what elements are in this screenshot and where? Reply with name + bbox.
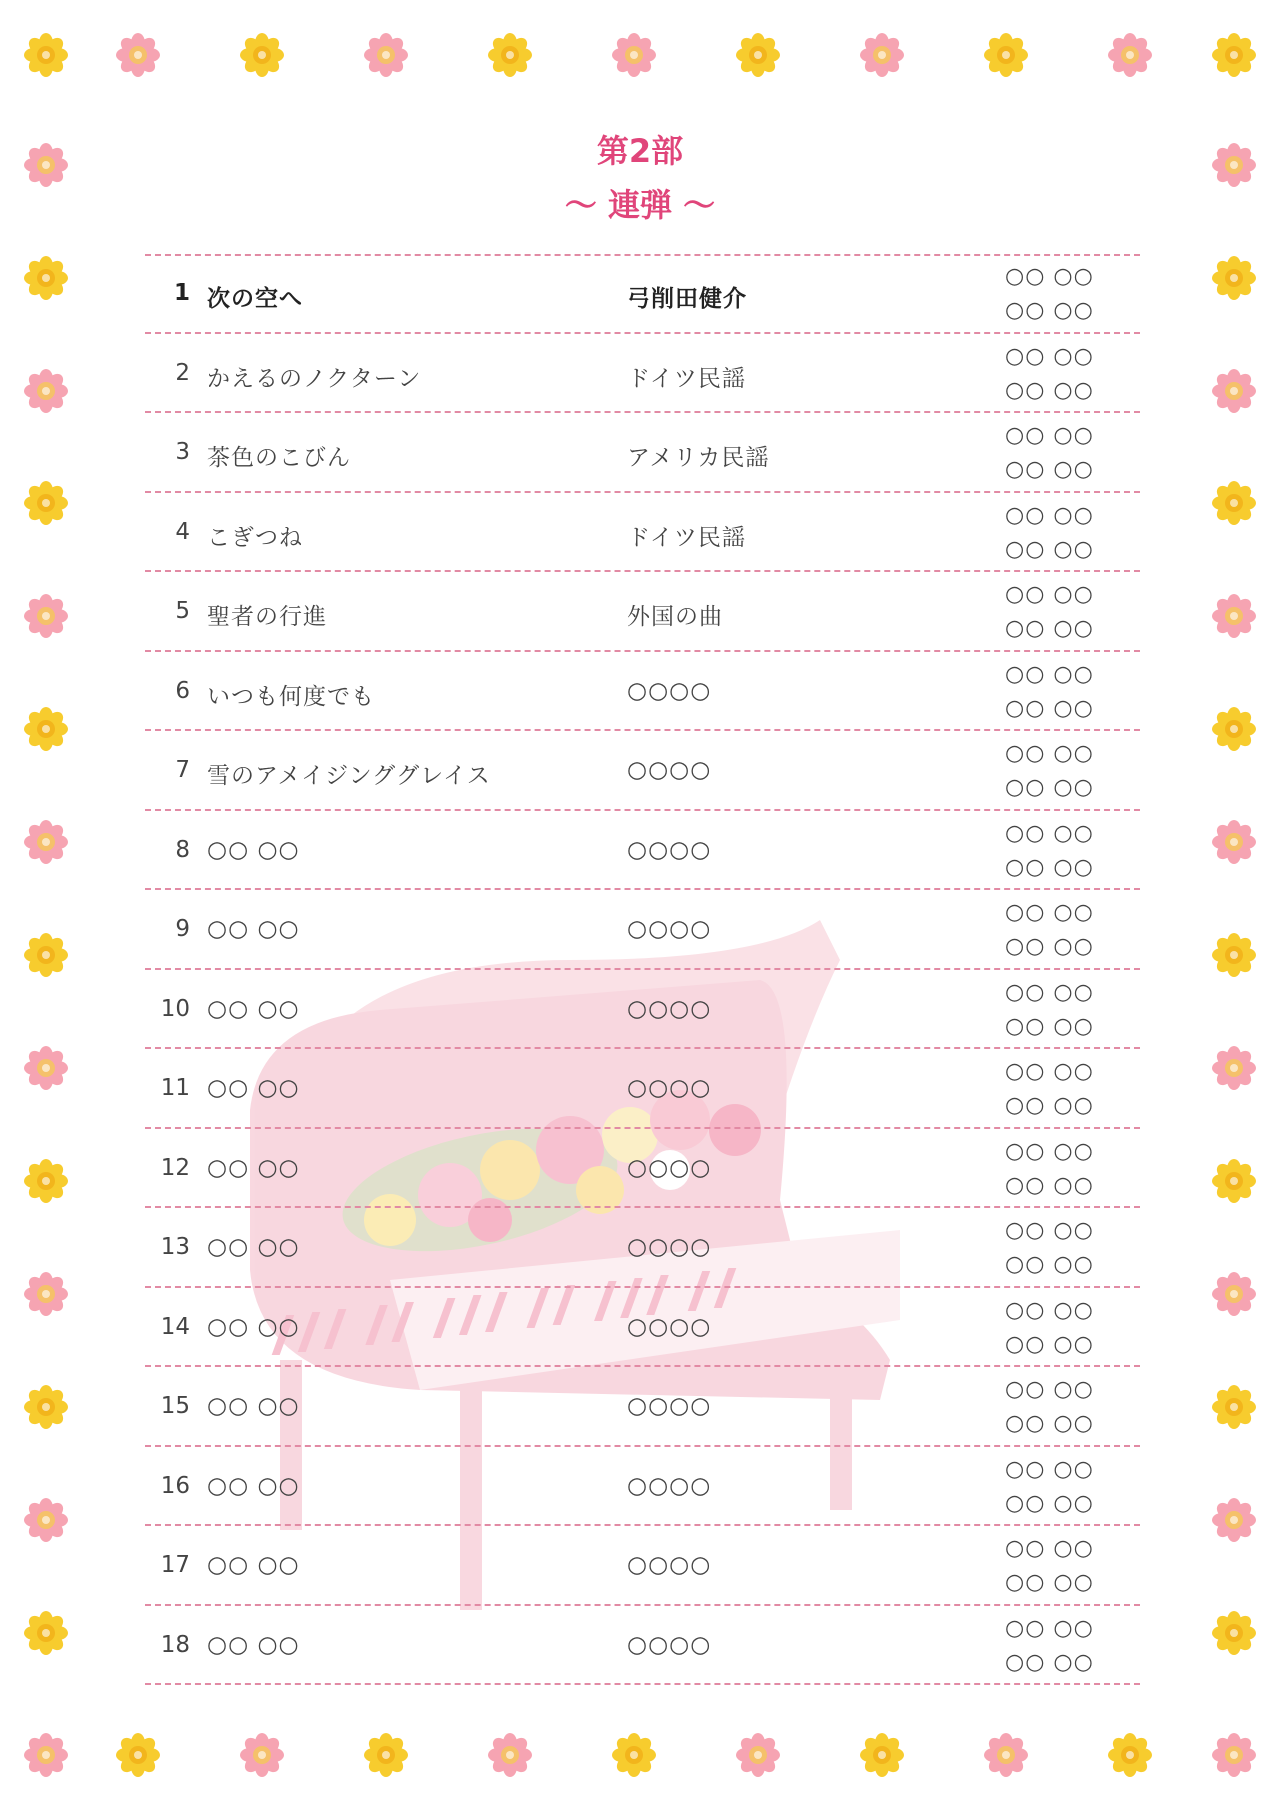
flower-icon <box>23 255 69 301</box>
performer-name: ○○ ○○ <box>1005 1252 1094 1277</box>
composer: ○○○○ <box>627 1472 712 1499</box>
performers <box>1005 340 1135 408</box>
performers <box>1005 737 1135 805</box>
performers <box>1005 976 1135 1044</box>
program-row <box>145 731 1140 811</box>
program-number: 11 <box>160 1075 190 1101</box>
composer: ○○○○ <box>627 916 712 942</box>
program-row <box>145 493 1140 573</box>
program-row <box>145 652 1140 732</box>
performer-name: ○○ ○○ <box>1005 298 1094 323</box>
flower-icon <box>23 1732 69 1778</box>
program-number: 8 <box>175 836 190 863</box>
program-number: 5 <box>175 598 190 624</box>
flower-icon <box>239 1732 285 1778</box>
song-title: ○○ ○○ <box>207 836 300 863</box>
performer-name: ○○ ○○ <box>1005 820 1094 846</box>
program-row <box>145 572 1140 652</box>
performers <box>1005 1055 1135 1123</box>
performer-name: ○○ ○○ <box>1005 582 1094 607</box>
flower-icon <box>23 1610 69 1656</box>
flower-icon <box>1211 932 1257 978</box>
flower-icon <box>735 1732 781 1778</box>
performer-name: ○○ ○○ <box>1005 1570 1094 1595</box>
program-row <box>145 254 1140 334</box>
flower-icon <box>1107 1732 1153 1778</box>
flower-icon <box>23 368 69 414</box>
program-row <box>145 890 1140 970</box>
performers <box>1005 1612 1135 1680</box>
composer: ○○○○ <box>627 1552 712 1578</box>
program-number: 3 <box>175 439 190 465</box>
performer-name: ○○ ○○ <box>1005 502 1094 528</box>
flower-icon <box>1211 1271 1257 1317</box>
program-number: 2 <box>175 359 190 386</box>
flower-icon <box>23 1384 69 1430</box>
program-number: 7 <box>175 757 190 783</box>
composer: ○○○○ <box>627 677 712 704</box>
performer-name: ○○ ○○ <box>1005 457 1094 482</box>
flower-icon <box>1211 1045 1257 1091</box>
composer: ドイツ民謡 <box>627 365 746 392</box>
program-number: 18 <box>160 1631 190 1658</box>
performers <box>1005 578 1135 646</box>
performer-name: ○○ ○○ <box>1005 616 1094 641</box>
song-title: いつも何度でも <box>207 683 375 710</box>
page-subtitle: ～ 連弾 ～ <box>564 186 716 224</box>
performers <box>1005 1373 1135 1441</box>
performers <box>1005 1135 1135 1203</box>
performer-name: ○○ ○○ <box>1005 1456 1094 1482</box>
performer-name: ○○ ○○ <box>1005 854 1094 880</box>
performer-name: ○○ ○○ <box>1005 536 1094 562</box>
flower-icon <box>1211 480 1257 526</box>
performer-name: ○○ ○○ <box>1005 741 1094 766</box>
song-title: ○○ ○○ <box>207 1234 300 1260</box>
program-row <box>145 334 1140 414</box>
composer: ○○○○ <box>627 1631 712 1658</box>
flower-icon <box>23 1158 69 1204</box>
composer: ○○○○ <box>627 1234 712 1260</box>
flower-icon <box>1211 593 1257 639</box>
performers <box>1005 817 1135 885</box>
composer: 外国の曲 <box>627 604 723 630</box>
flower-icon <box>1211 706 1257 752</box>
performer-name: ○○ ○○ <box>1005 1490 1094 1516</box>
performer-name: ○○ ○○ <box>1005 1138 1094 1164</box>
performer-name: ○○ ○○ <box>1005 1059 1094 1084</box>
flower-icon <box>1211 1497 1257 1543</box>
flower-icon <box>983 32 1029 78</box>
flower-icon <box>23 480 69 526</box>
program-row <box>145 1447 1140 1527</box>
program-row <box>145 1526 1140 1606</box>
program-number: 14 <box>160 1313 190 1340</box>
composer: ドイツ民謡 <box>627 524 746 551</box>
composer: ○○○○ <box>627 1075 712 1101</box>
song-title: ○○ ○○ <box>207 1313 300 1340</box>
performer-name: ○○ ○○ <box>1005 423 1094 448</box>
flower-icon <box>1107 32 1153 78</box>
program-list <box>145 254 1140 1685</box>
song-title: 雪のアメイジンググレイス <box>207 763 491 789</box>
song-title: ○○ ○○ <box>207 1075 300 1101</box>
flower-icon <box>363 1732 409 1778</box>
flower-icon <box>735 32 781 78</box>
composer: ○○○○ <box>627 757 712 783</box>
flower-icon <box>1211 32 1257 78</box>
flower-icon <box>487 1732 533 1778</box>
performer-name: ○○ ○○ <box>1005 343 1094 369</box>
performers <box>1005 419 1135 487</box>
program-number: 10 <box>160 995 190 1022</box>
composer: ○○○○ <box>627 1393 712 1419</box>
flower-icon <box>239 32 285 78</box>
performer-name: ○○ ○○ <box>1005 661 1094 687</box>
performer-name: ○○ ○○ <box>1005 1093 1094 1118</box>
song-title: ○○ ○○ <box>207 1552 300 1578</box>
flower-icon <box>1211 1732 1257 1778</box>
program-row <box>145 1288 1140 1368</box>
program-number: 12 <box>160 1154 190 1181</box>
flower-icon <box>1211 819 1257 865</box>
performer-name: ○○ ○○ <box>1005 1411 1094 1436</box>
flower-icon <box>23 593 69 639</box>
program-row <box>145 1049 1140 1129</box>
program-number: 13 <box>160 1234 190 1260</box>
flower-icon <box>23 932 69 978</box>
performers <box>1005 1294 1135 1362</box>
song-title: ○○ ○○ <box>207 1472 300 1499</box>
flower-icon <box>983 1732 1029 1778</box>
program-number: 6 <box>175 677 190 704</box>
performer-name: ○○ ○○ <box>1005 1615 1094 1641</box>
program-number: 16 <box>160 1472 190 1499</box>
performer-name: ○○ ○○ <box>1005 1218 1094 1243</box>
performer-name: ○○ ○○ <box>1005 1297 1094 1323</box>
composer: 弓削田健介 <box>627 286 747 312</box>
song-title: 聖者の行進 <box>207 604 327 630</box>
flower-icon <box>23 1045 69 1091</box>
song-title: 次の空へ <box>207 286 303 312</box>
flower-icon <box>23 32 69 78</box>
flower-icon <box>1211 368 1257 414</box>
performer-name: ○○ ○○ <box>1005 1013 1094 1039</box>
program-row <box>145 1367 1140 1447</box>
song-title: ○○ ○○ <box>207 1631 300 1658</box>
performer-name: ○○ ○○ <box>1005 1331 1094 1357</box>
program-row <box>145 1208 1140 1288</box>
flower-icon <box>1211 255 1257 301</box>
song-title: こぎつね <box>207 524 303 551</box>
page-title: 第2部 <box>596 132 684 170</box>
song-title: ○○ ○○ <box>207 916 300 942</box>
performers <box>1005 260 1135 328</box>
program-row <box>145 970 1140 1050</box>
flower-icon <box>611 1732 657 1778</box>
flower-icon <box>23 1497 69 1543</box>
song-title: かえるのノクターン <box>207 365 422 392</box>
performer-name: ○○ ○○ <box>1005 1172 1094 1198</box>
program-number: 15 <box>160 1393 190 1419</box>
performer-name: ○○ ○○ <box>1005 900 1094 925</box>
flower-icon <box>363 32 409 78</box>
program-number: 1 <box>173 280 190 306</box>
program-row <box>145 413 1140 493</box>
program-number: 17 <box>160 1552 190 1578</box>
flower-icon <box>23 706 69 752</box>
performer-name: ○○ ○○ <box>1005 695 1094 721</box>
flower-icon <box>487 32 533 78</box>
flower-icon <box>859 32 905 78</box>
song-title: 茶色のこびん <box>207 445 351 471</box>
program-number: 9 <box>175 916 190 942</box>
performers <box>1005 1214 1135 1282</box>
performer-name: ○○ ○○ <box>1005 1536 1094 1561</box>
performers <box>1005 1532 1135 1600</box>
composer: アメリカ民謡 <box>627 445 770 471</box>
performers <box>1005 499 1135 567</box>
performer-name: ○○ ○○ <box>1005 775 1094 800</box>
flower-icon <box>1211 1158 1257 1204</box>
performers <box>1005 1453 1135 1521</box>
program-row <box>145 1129 1140 1209</box>
performer-name: ○○ ○○ <box>1005 934 1094 959</box>
flower-icon <box>1211 1384 1257 1430</box>
performer-name: ○○ ○○ <box>1005 264 1094 289</box>
flower-icon <box>23 819 69 865</box>
composer: ○○○○ <box>627 995 712 1022</box>
performer-name: ○○ ○○ <box>1005 377 1094 403</box>
performers <box>1005 658 1135 726</box>
flower-icon <box>1211 1610 1257 1656</box>
performer-name: ○○ ○○ <box>1005 979 1094 1005</box>
performer-name: ○○ ○○ <box>1005 1377 1094 1402</box>
song-title: ○○ ○○ <box>207 1154 300 1181</box>
song-title: ○○ ○○ <box>207 995 300 1022</box>
song-title: ○○ ○○ <box>207 1393 300 1419</box>
program-row <box>145 811 1140 891</box>
flower-icon <box>859 1732 905 1778</box>
flower-icon <box>115 1732 161 1778</box>
performer-name: ○○ ○○ <box>1005 1649 1094 1675</box>
composer: ○○○○ <box>627 1313 712 1340</box>
composer: ○○○○ <box>627 1154 712 1181</box>
performers <box>1005 896 1135 964</box>
flower-icon <box>611 32 657 78</box>
flower-icon <box>115 32 161 78</box>
flower-icon <box>23 1271 69 1317</box>
program-row <box>145 1606 1140 1686</box>
composer: ○○○○ <box>627 836 712 863</box>
program-number: 4 <box>175 518 190 545</box>
